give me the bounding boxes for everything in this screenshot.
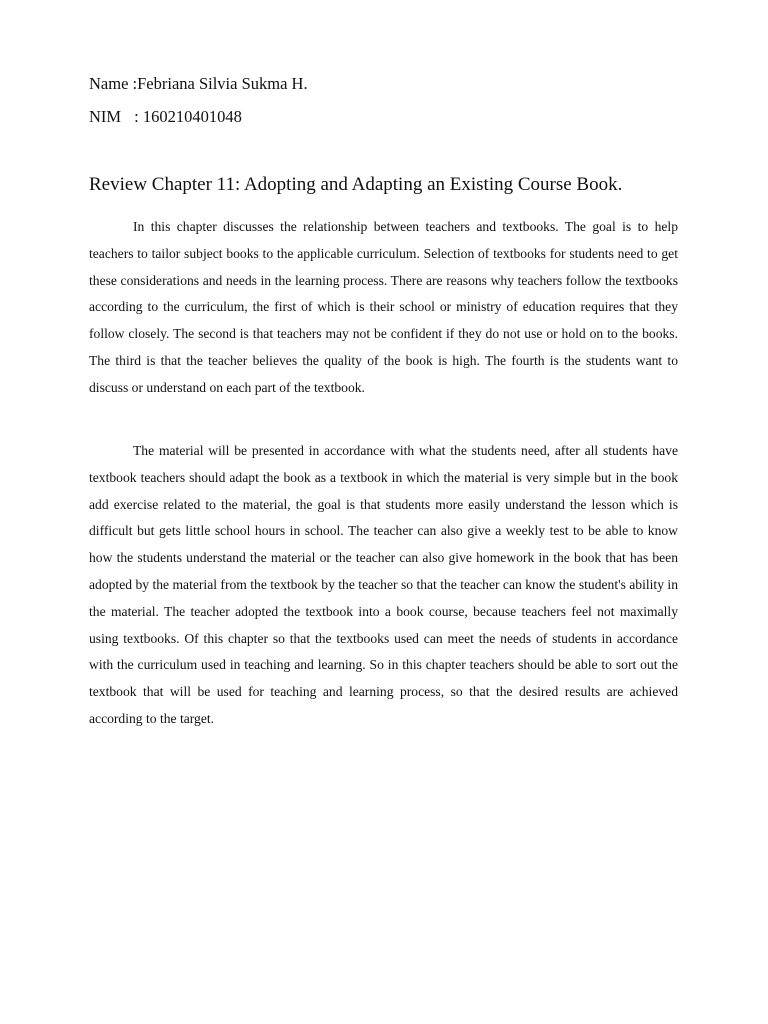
student-nim-line bbox=[89, 107, 242, 127]
document-title: Review Chapter 11: Adopting and Adapting an Existing Course Book. bbox=[89, 174, 623, 195]
nim-separator: : bbox=[130, 107, 143, 126]
body-paragraph-2: The material will be presented in accordance with what the students need, after all students have textbook teachers should adapt the book as a textbook in which the material is very simple but in the book add exercise related to the material, the goal is that students more easily understand the lesson which is difficult but gets little school hours in school. The teacher can also give a weekly test to be able to know how the students understand the material or the teacher can also give homework in the book that has been adopted by the material from the textbook by the teacher so that the teacher can know the student's ability in the material. The teacher adopted the textbook into a book course, because teachers feel not maximally using textbooks. Of this chapter so that the textbooks used can meet the needs of students in accordance with the curriculum used in teaching and learning. So in this chapter teachers should be able to sort out the textbook that will be used for teaching and learning process, so that the desired results are achieved according to the target. bbox=[89, 443, 678, 726]
body-paragraph-1: In this chapter discusses the relationship between teachers and textbooks. The goal is to help teachers to tailor subject books to the applicable curriculum. Selection of textbooks for students need to get these considerations and needs in the learning process. There are reasons why teachers follow the textbooks according to the curriculum, the first of which is their school or ministry of education requires that they follow closely. The second is that teachers may not be confident if they do not use or hold on to the books. The third is that the teacher believes the quality of the book is high. The fourth is the students want to discuss or understand on each part of the textbook. bbox=[89, 219, 678, 395]
student-nim: 160210401048 bbox=[142, 107, 242, 126]
student-name-line bbox=[89, 74, 308, 94]
student-name: Febriana Silvia Sukma H. bbox=[137, 74, 308, 93]
nim-label: NIM bbox=[89, 107, 122, 126]
name-label: Name : bbox=[89, 74, 138, 93]
